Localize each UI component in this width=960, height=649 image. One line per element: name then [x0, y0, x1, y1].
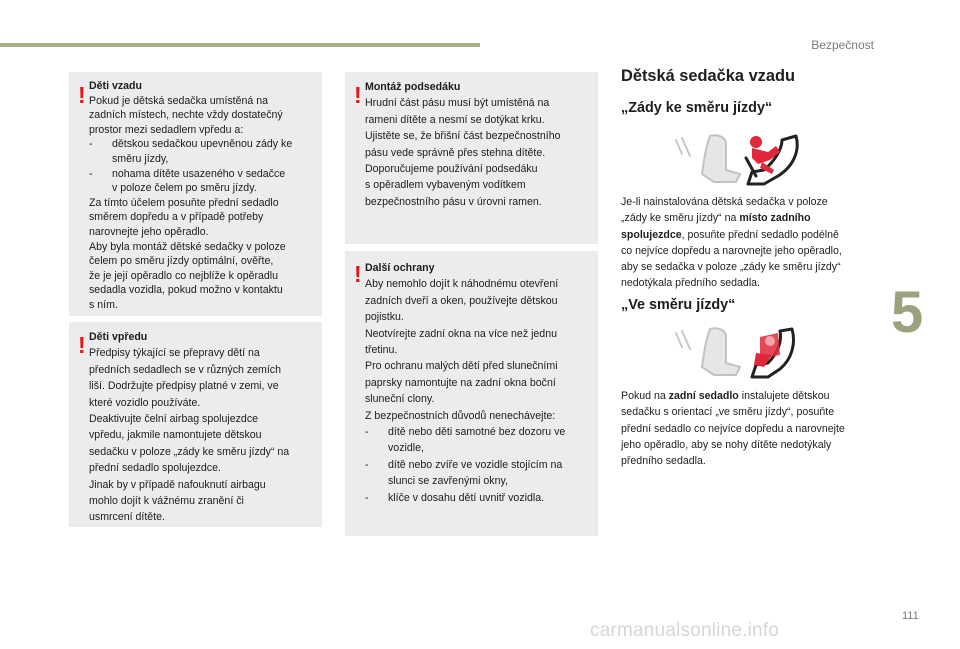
warning-box-deti-vzadu	[69, 72, 322, 316]
rear-facing-text: Je-li nainstalována dětská sedačka v poloze „zády ke směru jízdy“ na místo zadního spolujezdce, posuňte přední sedadlo podélně co nejvíce dopředu a narovnejte jeho opěradlo, aby se sedačka v poloze „zády ke směru jízdy“ nedotýkala předního sedadla.	[621, 196, 842, 290]
text-line: Pokud je dětská sedačka umístěná na	[89, 94, 269, 107]
text-line: vpředu, jakmile namontujete dětskou	[89, 429, 262, 442]
warning-title: Děti vpředu	[89, 331, 148, 343]
header-accent-bar	[0, 43, 480, 47]
text-line: bezpečnostního pásu v úrovni ramen.	[365, 195, 542, 208]
list-item: - dětskou sedačkou upevněnou zády ke směru jízdy,	[89, 137, 316, 166]
warning-box-deti-vpredu	[69, 322, 322, 527]
text-line: Z bezpečnostních důvodů nenechávejte:	[365, 409, 556, 422]
text-line: Jinak by v případě nafouknutí airbagu	[89, 478, 266, 491]
warning-icon: !	[78, 82, 86, 108]
text-line: Doporučujeme používání podsedáku	[365, 163, 538, 176]
warning-title: Další ochrany	[365, 262, 435, 274]
text-line: které vozidlo používáte.	[89, 396, 201, 409]
text-line: Za tímto účelem posuňte přední sedadlo	[89, 196, 279, 209]
page-number: 111	[902, 610, 919, 622]
text-line: sedadla vozidla, pokud možno v kontaktu	[89, 284, 283, 297]
list-item: - dítě nebo zvíře ve vozidle stojícím na slunci se zavřenými okny,	[365, 457, 592, 490]
text-line: pásu vede správně přes stehna dítěte.	[365, 146, 546, 159]
text-line: přední sedadlo spolujezdce.	[89, 462, 221, 475]
warning-icon: !	[354, 82, 362, 108]
text-line: zadních dveří a oken, používejte dětskou	[365, 294, 558, 307]
text-line: Pro ochranu malých dětí před slunečními	[365, 360, 558, 373]
text-line: rameni dítěte a nesmí se dotýkat krku.	[365, 113, 545, 126]
text-line: paprsky namontujte na zadní okna boční	[365, 376, 556, 389]
warning-title: Děti vzadu	[89, 80, 142, 92]
text-line: čelem po směru jízdy optimální, ověřte,	[89, 255, 274, 268]
text-line: prostor mezi sedadlem vpředu a:	[89, 123, 244, 136]
section-title: Bezpečnost	[811, 38, 874, 52]
forward-facing-text: Pokud na zadní sedadlo instalujete dětskou sedačku s orientací „ve směru jízdy“, posuňte přední sedadlo co nejvíce dopředu a narovnejte jeho opěradlo, aby se nohy dítěte nedotýkaly předního sedadla.	[621, 390, 845, 468]
text-line: liší. Dodržujte předpisy platné v zemi, ve	[89, 380, 279, 393]
list-item: - nohama dítěte usazeného v sedačce v poloze čelem po směru jízdy.	[89, 167, 316, 196]
text-line: s ním.	[89, 298, 118, 311]
text-line: Předpisy týkající se přepravy dětí na	[89, 347, 260, 360]
text-line: narovnejte jeho opěradlo.	[89, 225, 209, 238]
warning-icon: !	[78, 332, 86, 358]
text-line: mohlo dojít k vážnému zranění či	[89, 495, 244, 508]
text-line: s opěradlem vybaveným vodítkem	[365, 179, 526, 192]
text-line: Hrudní část pásu musí být umístěná na	[365, 97, 550, 110]
text-line: že je její opěradlo co nejblíže k opěradlu	[89, 269, 279, 282]
section-heading-forward-facing: „Ve směru jízdy“	[621, 297, 736, 313]
text-line: Deaktivujte čelní airbag spolujezdce	[89, 413, 259, 426]
text-line: usmrcení dítěte.	[89, 511, 165, 524]
warning-box-dalsi-ochrany	[345, 251, 598, 536]
forward-facing-seat-illustration	[668, 323, 810, 381]
list-item: - klíče v dosahu dětí uvnitř vozidla.	[365, 490, 592, 506]
watermark: carmanualsonline.info	[590, 620, 780, 641]
text-line: pojistku.	[365, 311, 404, 324]
chapter-number: 5	[891, 280, 924, 345]
text-line: směrem dopředu a v případě potřeby	[89, 211, 264, 224]
text-line: Aby byla montáž dětské sedačky v poloze	[89, 240, 286, 253]
text-line: Ujistěte se, že břišní část bezpečnostního	[365, 130, 561, 143]
rear-facing-seat-illustration	[668, 130, 810, 188]
warning-icon: !	[354, 261, 362, 287]
page-heading: Dětská sedačka vzadu	[621, 67, 796, 85]
text-line: Neotvírejte zadní okna na více než jednu	[365, 327, 557, 340]
text-line: třetinu.	[365, 344, 398, 357]
warning-title: Montáž podsedáku	[365, 81, 461, 93]
text-line: předních sedadlech se v různých zemích	[89, 363, 281, 376]
text-line: sluneční clony.	[365, 393, 435, 406]
text-line: sedačku v poloze „zády ke směru jízdy“ na	[89, 445, 290, 458]
list-item: - dítě nebo děti samotné bez dozoru ve vozidle,	[365, 424, 592, 457]
section-heading-rear-facing: „Zády ke směru jízdy“	[621, 100, 773, 116]
warning-box-montaz-podsedaku	[345, 72, 598, 244]
text-line: zadních místech, nechte vždy dostatečný	[89, 109, 283, 122]
text-line: Aby nemohlo dojít k náhodnému otevření	[365, 278, 559, 291]
